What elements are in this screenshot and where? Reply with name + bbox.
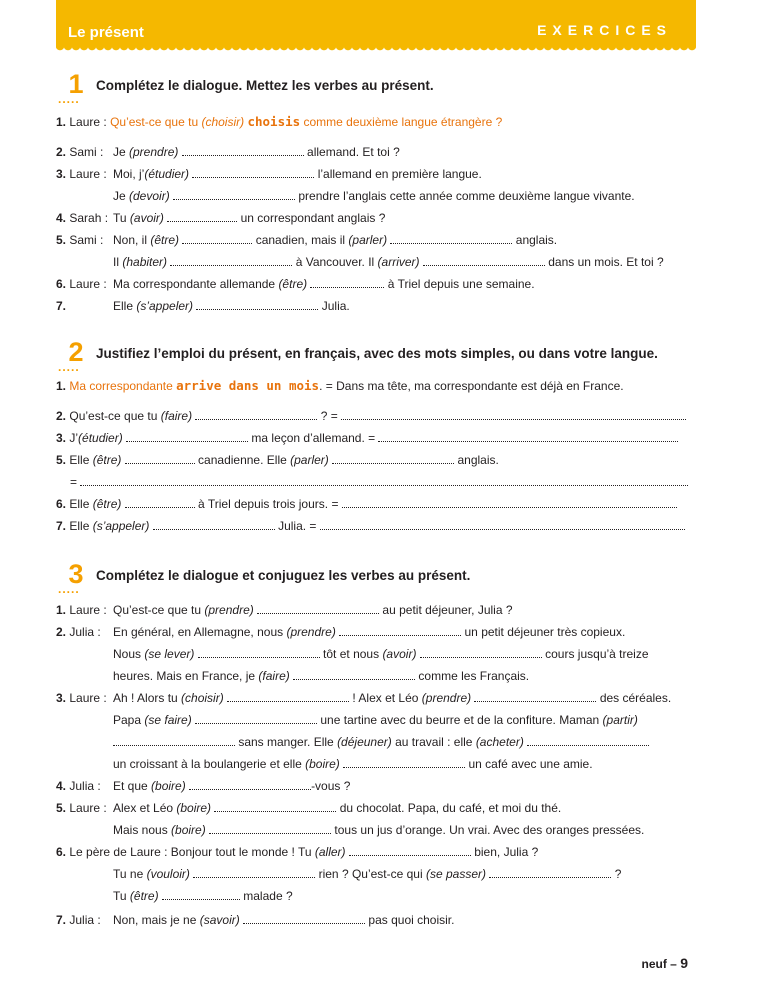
verb-hint: (avoir) [382,647,417,661]
ex2-line-1 [56,378,696,394]
verb-hint: (se lever) [144,647,195,661]
answer-blank[interactable] [125,453,195,464]
ex3-line-3 [56,690,696,706]
verb-hint: (boire) [305,757,340,771]
speaker: Laure : [69,167,107,181]
text: Elle [69,519,93,533]
item-number: 1. [56,115,67,129]
header-scalloped-edge [56,46,696,54]
text: Papa [113,713,145,727]
text: Bonjour tout le monde ! Tu [167,845,315,859]
ex1-line-4 [56,210,696,226]
verb-hint: (être) [92,497,122,511]
verb-hint: (être) [278,277,308,291]
ex3-line-2 [56,624,696,640]
answer-blank[interactable] [125,497,195,508]
verb-hint: (acheter) [475,735,524,749]
answer-blank[interactable] [257,603,379,614]
ex2-line-5b [56,474,696,490]
justification-blank[interactable] [378,431,678,442]
text: Tu [113,889,130,903]
text: un petit déjeuner très copieux. [461,625,626,639]
text: Nous [113,647,145,661]
example-text: Qu’est-ce que tu [110,115,202,129]
verb-hint: (parler) [290,453,329,467]
answer-blank[interactable] [162,889,240,900]
speaker: Laure : [69,115,107,129]
answer-blank[interactable] [423,255,545,266]
text: tous un jus d’orange. Un vrai. Avec des oranges pressées. [331,823,645,837]
verb-hint: (être) [129,889,159,903]
text: ? = [317,409,342,423]
exercise-instruction: Complétez le dialogue et conjuguez les verbes au présent. [96,568,471,583]
verb-hint: (boire) [176,801,212,815]
text: à Vancouver. Il [292,255,378,269]
text: allemand. Et toi ? [303,145,400,159]
verb-hint: (aller) [314,845,346,859]
item-number: 7. [56,299,67,313]
text: Il [113,255,123,269]
text: Elle [113,299,137,313]
text: rien ? Qu’est-ce qui [315,867,426,881]
ex1-line-5 [56,232,696,248]
text: Julia. [318,299,350,313]
verb-hint: (déjeuner) [337,735,392,749]
verb-hint: (boire) [171,823,206,837]
text: tôt et nous [319,647,383,661]
speaker: Laure : [69,277,107,291]
answer-blank[interactable] [173,189,295,200]
exercise-3-heading [56,559,716,596]
ex1-line-3 [56,166,696,182]
text: un croissant à la boulangerie et elle [113,757,306,771]
verb-hint: (prendre) [421,691,472,705]
text: Julia. = [274,519,320,533]
text: à Triel depuis trois jours. = [194,497,342,511]
text: Qu’est-ce que tu [69,409,161,423]
justification-blank[interactable] [320,519,685,530]
justification-blank[interactable] [341,409,686,420]
item-number: 3. [56,691,67,705]
text: ma leçon d’allemand. = [248,431,379,445]
text: au travail : elle [391,735,476,749]
answer-blank[interactable] [195,713,317,724]
text: canadienne. Elle [194,453,291,467]
answer-blank[interactable] [193,867,315,878]
answer-blank[interactable] [227,691,349,702]
ex2-line-5 [56,452,696,468]
page-number: 9 [680,955,688,971]
text: prendre l’anglais cette année comme deuxième langue vivante. [295,189,635,203]
speaker: Sarah : [69,211,109,225]
verb-hint: (étudier) [144,167,190,181]
verb-hint: (choisir) [201,115,245,129]
ex1-line-7 [56,298,696,314]
verb-hint: (arriver) [377,255,420,269]
verb-hint: (étudier) [78,431,123,445]
verb-hint: (boire) [151,779,186,793]
verb-hint: (s’appeler) [92,519,150,533]
answer-blank[interactable] [339,625,461,636]
exercise-2-heading [56,337,716,374]
answer-blank[interactable] [420,647,542,658]
answer-blank[interactable] [527,735,649,746]
justification-blank[interactable] [342,497,677,508]
ex3-line-1 [56,602,696,618]
answer-blank[interactable] [343,757,465,768]
example-answer: choisis [247,114,301,129]
speaker: Laure : [69,603,107,617]
text: anglais. [512,233,558,247]
text: ? [611,867,622,881]
text: anglais. [454,453,499,467]
verb-hint: (habiter) [122,255,168,269]
exercise-number: 1 [68,69,84,99]
text: un café avec une amie. [465,757,593,771]
verb-hint: (prendre) [204,603,254,617]
item-number: 4. [56,211,67,225]
verb-hint: (choisir) [181,691,224,705]
answer-blank[interactable] [167,211,237,222]
item-number: 5. [56,453,67,467]
answer-blank[interactable] [332,453,454,464]
verb-hint: (faire) [258,669,290,683]
item-number: 3. [56,431,67,445]
verb-hint: (prendre) [286,625,336,639]
verb-hint: (faire) [160,409,193,423]
item-number: 6. [56,497,67,511]
text: Ma correspondante allemande [113,277,279,291]
justification-blank[interactable] [80,475,688,486]
text: pas quoi choisir. [365,913,455,927]
verb-hint: (parler) [348,233,388,247]
item-number: 2. [56,409,67,423]
exercise-instruction: Justifiez l’emploi du présent, en français, avec des mots simples, ou dans votre langue. [96,346,658,361]
text: Tu ne [113,867,147,881]
answer-blank[interactable] [153,519,275,530]
answer-blank[interactable] [126,431,248,442]
verb-hint: (être) [150,233,180,247]
text: Non, il [113,233,151,247]
text: bien, Julia ? [470,845,539,859]
example-answer: arrive dans un mois [176,378,320,393]
item-number: 1. [56,603,67,617]
item-number: 6. [56,845,67,859]
answer-blank[interactable] [489,867,611,878]
dots-decoration: ..... [58,360,80,374]
example-text: comme deuxième langue étrangère ? [300,115,503,129]
ex2-line-3 [56,430,696,446]
text: . = Dans ma tête, ma correspondante est déjà en France. [319,379,624,393]
item-number: 2. [56,625,67,639]
speaker: Julia : [69,625,101,639]
text: malade ? [239,889,293,903]
answer-blank[interactable] [113,735,235,746]
verb-hint: (s’appeler) [136,299,194,313]
dots-decoration: ..... [58,92,80,106]
answer-blank[interactable] [390,233,512,244]
item-number: 6. [56,277,67,291]
text: Non, mais je ne [113,913,200,927]
ex3-line-5 [56,800,696,816]
verb-hint: (partir) [602,713,638,727]
example-text: Ma correspondante [69,379,177,393]
text: Ah ! Alors tu [113,691,182,705]
answer-blank[interactable] [195,409,317,420]
speaker: Laure : [69,801,107,815]
text: à Triel depuis une semaine. [384,277,535,291]
exercise-1-heading [56,69,716,106]
speaker: Sami : [69,233,104,247]
ex2-line-2 [56,408,696,424]
verb-hint: (se faire) [144,713,192,727]
text: au petit déjeuner, Julia ? [379,603,513,617]
text: heures. Mais en France, je [113,669,259,683]
answer-blank[interactable] [243,913,365,924]
text: Alex et Léo [113,801,177,815]
verb-hint: (se passer) [425,867,487,881]
ex1-line-2 [56,144,696,160]
text: une tartine avec du beurre et de la confiture. Maman [317,713,603,727]
text: Tu [113,211,130,225]
text: canadien, mais il [252,233,349,247]
speaker: Le père de Laure : [69,845,168,859]
ex1-line-1 [56,114,696,130]
answer-blank[interactable] [192,167,314,178]
text: dans un mois. Et toi ? [544,255,664,269]
text: Qu’est-ce que tu [113,603,205,617]
answer-blank[interactable] [293,669,415,680]
item-number: 5. [56,233,67,247]
speaker: Sami : [69,145,104,159]
answer-blank[interactable] [214,801,336,812]
text: -vous ? [311,779,351,793]
exercise-number: 3 [68,559,84,589]
answer-blank[interactable] [474,691,596,702]
text: l’allemand en première langue. [314,167,482,181]
item-number: 7. [56,913,67,927]
text: Moi, j’ [113,167,145,181]
text: du chocolat. Papa, du café, et moi du thé. [336,801,562,815]
text: J’ [69,431,79,445]
ex3-line-7 [56,912,696,928]
ex3-line-4 [56,778,696,794]
ex3-line-6 [56,844,696,860]
answer-blank[interactable] [189,779,311,790]
verb-hint: (vouloir) [146,867,190,881]
speaker: Julia : [69,913,101,927]
text: Et que [113,779,152,793]
verb-hint: (avoir) [129,211,164,225]
verb-hint: (devoir) [129,189,170,203]
answer-blank[interactable] [170,255,292,266]
text: Mais nous [113,823,172,837]
ex1-line-6 [56,276,696,292]
text: = [70,475,81,489]
text: En général, en Allemagne, nous [113,625,287,639]
ex2-line-6 [56,496,696,512]
text: sans manger. Elle [235,735,338,749]
verb-hint: (être) [92,453,122,467]
item-number: 2. [56,145,67,159]
item-number: 1. [56,379,67,393]
text: un correspondant anglais ? [237,211,386,225]
text: Je [113,189,130,203]
item-number: 5. [56,801,67,815]
answer-blank[interactable] [196,299,318,310]
exercise-number: 2 [68,337,84,367]
exercises-label: EXERCICES [537,22,672,38]
speaker: Laure : [69,691,107,705]
text: comme les Français. [415,669,530,683]
text: Elle [69,497,93,511]
item-number: 3. [56,167,67,181]
answer-blank[interactable] [182,145,304,156]
item-number: 4. [56,779,67,793]
answer-blank[interactable] [349,845,471,856]
dots-decoration: ..... [58,582,80,596]
verb-hint: (savoir) [199,913,240,927]
answer-blank[interactable] [198,647,320,658]
ex2-line-7 [56,518,696,534]
text: cours jusqu’à treize [541,647,649,661]
answer-blank[interactable] [209,823,331,834]
answer-blank[interactable] [182,233,252,244]
answer-blank[interactable] [310,277,384,288]
page-dash: – [670,957,677,971]
page-number-footer [641,955,688,971]
chapter-title: Le présent [68,24,144,41]
item-number: 7. [56,519,67,533]
verb-hint: (prendre) [129,145,179,159]
page-header-band [56,0,696,46]
exercise-instruction: Complétez le dialogue. Mettez les verbes au présent. [96,78,434,93]
text: Elle [69,453,93,467]
text: Je [113,145,130,159]
page-word: neuf [641,957,667,971]
text: ! Alex et Léo [349,691,422,705]
speaker: Julia : [69,779,101,793]
text: des céréales. [596,691,672,705]
